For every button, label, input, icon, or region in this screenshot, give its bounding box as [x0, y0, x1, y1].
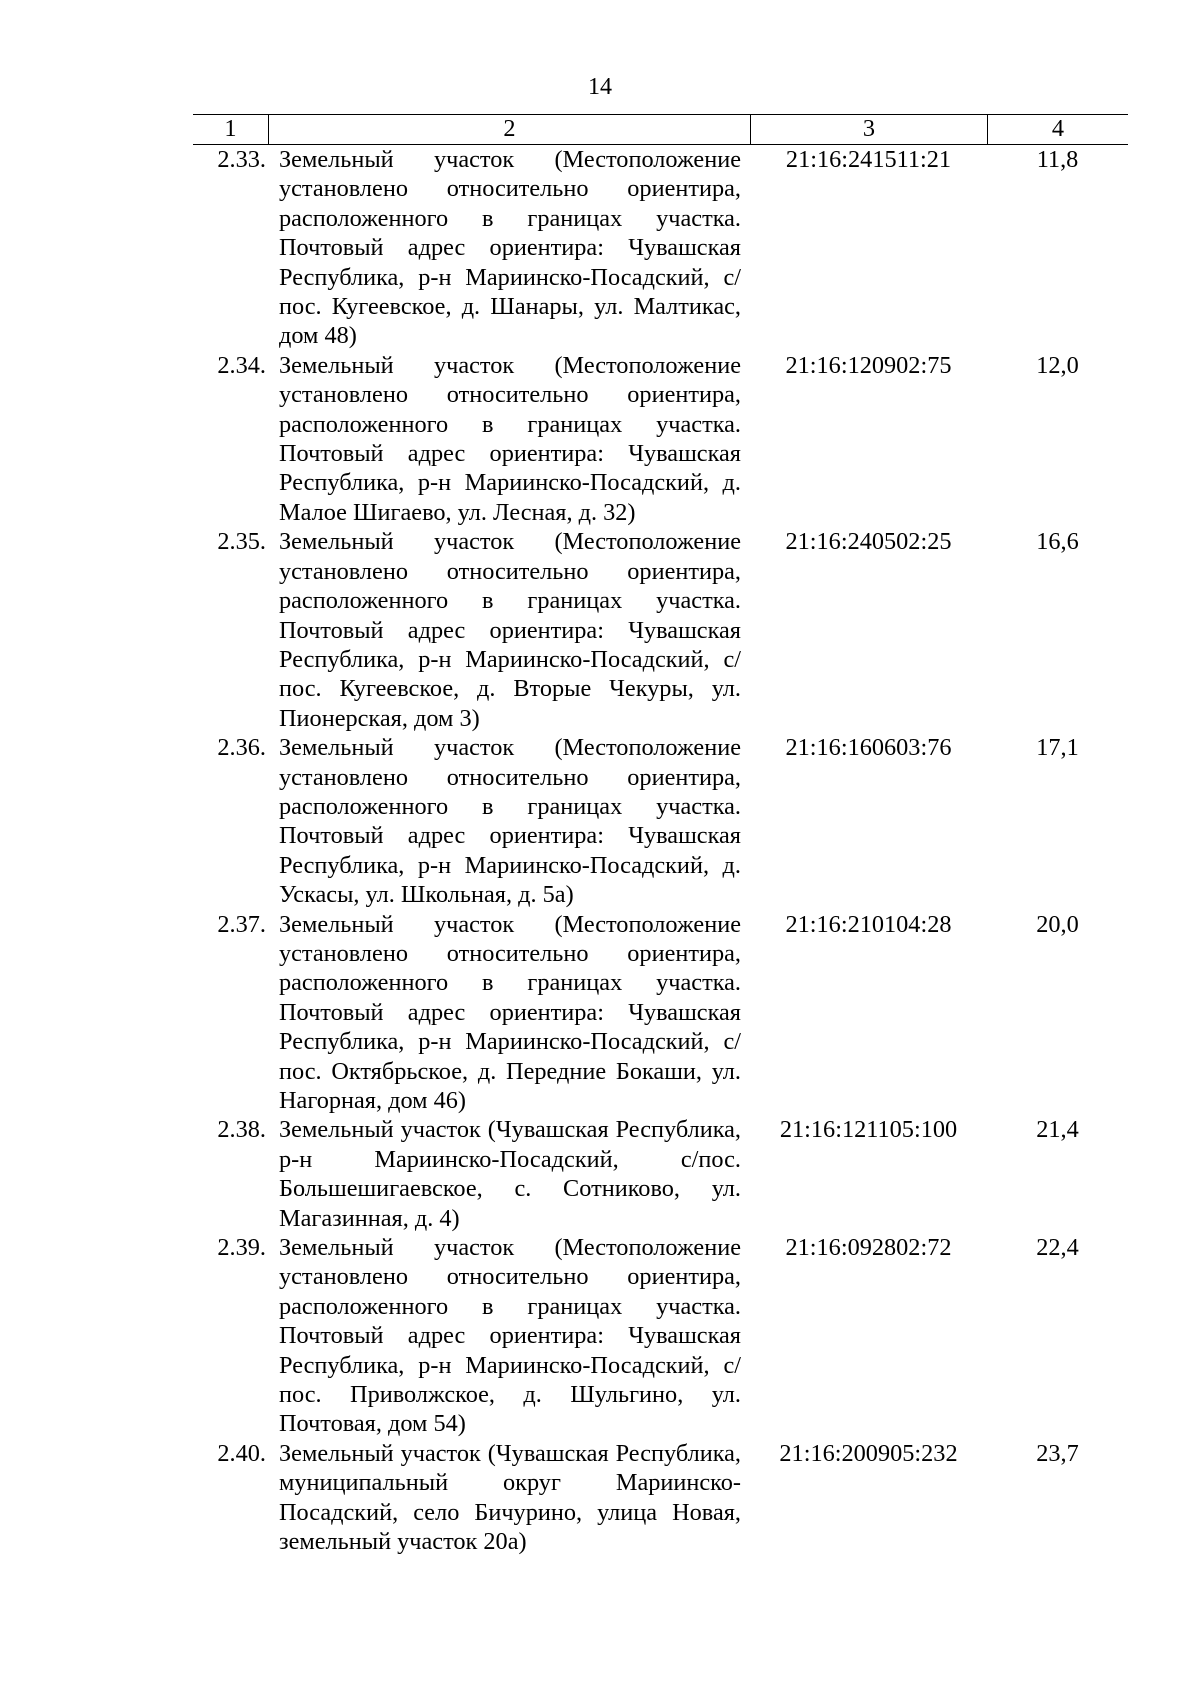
table-row	[193, 910, 1128, 1116]
table-header-row	[193, 114, 1128, 145]
plot-description: Земельный участок (Местоположение установлено относительно ориентира, расположенного в границах участка. Почтовый адрес ориентира: Чувашская Республика, р-н Мариинско-Посадский, с/пос. Октябрьское, д. Передние Бокаши, ул. Нагорная, дом 46)	[279, 910, 741, 1114]
plot-description: Земельный участок (Чувашская Республика, муниципальный округ Мариинско-Посадский, село Бичурино, улица Новая, земельный участок 20а)	[279, 1439, 741, 1556]
plot-value: 21,4	[1036, 1116, 1079, 1144]
plot-description: Земельный участок (Местоположение установлено относительно ориентира, расположенного в границах участка. Почтовый адрес ориентира: Чувашская Республика, р-н Мариинско-Посадский, д. Малое Шигаево, ул. Лесная, д. 32)	[279, 351, 741, 526]
plot-description: Земельный участок (Местоположение установлено относительно ориентира, расположенного в границах участка. Почтовый адрес ориентира: Чувашская Республика, р-н Мариинско-Посадский, д. Ускасы, ул. Школьная, д. 5а)	[279, 734, 741, 909]
row-number: 2.38.	[217, 1116, 266, 1144]
plot-value: 20,0	[1036, 910, 1079, 938]
plot-value: 23,7	[1036, 1439, 1079, 1467]
row-number: 2.39.	[217, 1234, 266, 1262]
cadastral-number: 21:16:092802:72	[785, 1234, 952, 1262]
row-number: 2.35.	[217, 528, 266, 556]
column-header-3: 3	[750, 115, 987, 144]
cadastral-number: 21:16:160603:76	[785, 734, 952, 762]
cadastral-number: 21:16:200905:232	[779, 1439, 958, 1467]
table-row	[193, 351, 1128, 527]
plot-description: Земельный участок (Чувашская Республика, р-н Мариинско-Посадский, с/пос. Большешигаевское, с. Сотниково, ул. Магазинная, д. 4)	[279, 1116, 741, 1232]
column-header-1: 1	[224, 115, 237, 142]
table-body	[193, 145, 1128, 1557]
land-plots-table	[193, 114, 1128, 1557]
row-number: 2.36.	[217, 734, 266, 762]
plot-value: 22,4	[1036, 1234, 1079, 1262]
row-number: 2.40.	[217, 1439, 266, 1467]
row-number: 2.37.	[217, 910, 266, 938]
row-number: 2.33.	[217, 146, 266, 173]
table-row	[193, 1115, 1128, 1233]
table-row	[193, 1439, 1128, 1557]
table-row	[193, 733, 1128, 909]
column-header-4: 4	[987, 115, 1128, 144]
table-row	[193, 527, 1128, 733]
table-row	[193, 145, 1128, 351]
plot-value: 12,0	[1036, 351, 1079, 379]
plot-description: Земельный участок (Местоположение установлено относительно ориентира, расположенного в границах участка. Почтовый адрес ориентира: Чувашская Республика, р-н Мариинско-Посадский, с/пос. Приволжское, д. Шульгино, ул. Почтовая, дом 54)	[279, 1234, 741, 1438]
page-number: 14	[588, 74, 612, 100]
plot-value: 11,8	[1036, 146, 1079, 173]
table-row	[193, 1233, 1128, 1439]
plot-description: Земельный участок (Местоположение установлено относительно ориентира, расположенного в границах участка. Почтовый адрес ориентира: Чувашская Республика, р-н Мариинско-Посадский, с/пос. Кугеевское, д. Вторые Чекуры, ул. Пионерская, дом 3)	[279, 528, 741, 732]
plot-value: 16,6	[1036, 528, 1079, 556]
plot-value: 17,1	[1036, 734, 1079, 762]
column-header-2: 2	[268, 115, 750, 144]
cadastral-number: 21:16:240502:25	[785, 528, 952, 556]
plot-description: Земельный участок (Местоположение установлено относительно ориентира, расположенного в границах участка. Почтовый адрес ориентира: Чувашская Республика, р-н Мариинско-Посадский, с/пос. Кугеевское, д. Шанары, ул. Малтикас, дом 48)	[279, 146, 741, 350]
cadastral-number: 21:16:241511:21	[785, 146, 952, 173]
cadastral-number: 21:16:210104:28	[785, 910, 952, 938]
cadastral-number: 21:16:120902:75	[785, 351, 952, 379]
cadastral-number: 21:16:121105:100	[779, 1116, 958, 1144]
row-number: 2.34.	[217, 351, 266, 379]
